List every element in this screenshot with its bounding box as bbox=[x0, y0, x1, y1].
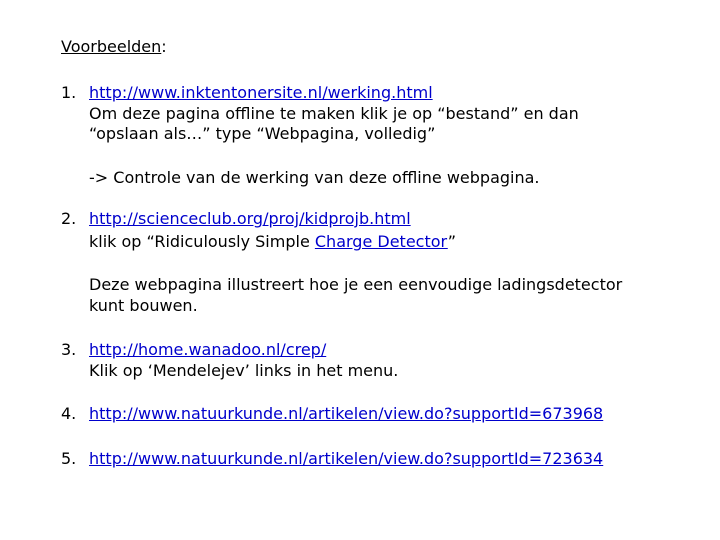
list-number-4: 4. bbox=[61, 404, 77, 423]
example-link-3[interactable]: http://home.wanadoo.nl/crep/ bbox=[89, 340, 327, 359]
item-3-line-1: Klik op ‘Mendelejev’ links in het menu. bbox=[89, 361, 399, 380]
example-link-2[interactable]: http://scienceclub.org/proj/kidprojb.html bbox=[89, 209, 411, 228]
example-link-5[interactable]: http://www.natuurkunde.nl/artikelen/view.do?supportId=723634 bbox=[89, 449, 604, 468]
list-number-1: 1. bbox=[61, 83, 77, 102]
item-2-line-2: Deze webpagina illustreert hoe je een eenvoudige ladingsdetector bbox=[89, 275, 623, 294]
item-1-line-1: Om deze pagina offline te maken klik je op “bestand” en dan bbox=[89, 104, 579, 123]
charge-detector-link[interactable]: Charge Detector bbox=[314, 232, 448, 251]
list-number-3: 3. bbox=[61, 340, 77, 359]
item-2-line-1 bbox=[89, 232, 456, 252]
page-heading bbox=[61, 37, 167, 57]
list-number-2: 2. bbox=[61, 209, 77, 228]
example-link-4[interactable]: http://www.natuurkunde.nl/artikelen/view.do?supportId=673968 bbox=[89, 404, 604, 423]
item-2-line-1-pre: klik op “Ridiculously Simple bbox=[89, 232, 315, 251]
heading-colon: : bbox=[161, 37, 167, 56]
item-1-line-2: “opslaan als…” type “Webpagina, volledig” bbox=[89, 124, 436, 143]
item-2-line-3: kunt bouwen. bbox=[89, 296, 198, 315]
heading-word: Voorbeelden bbox=[61, 37, 162, 56]
item-2-line-1-post: ” bbox=[447, 232, 457, 251]
example-link-1[interactable]: http://www.inktentonersite.nl/werking.html bbox=[89, 83, 433, 102]
item-1-line-3: -> Controle van de werking van deze offline webpagina. bbox=[89, 168, 540, 187]
list-number-5: 5. bbox=[61, 449, 77, 468]
